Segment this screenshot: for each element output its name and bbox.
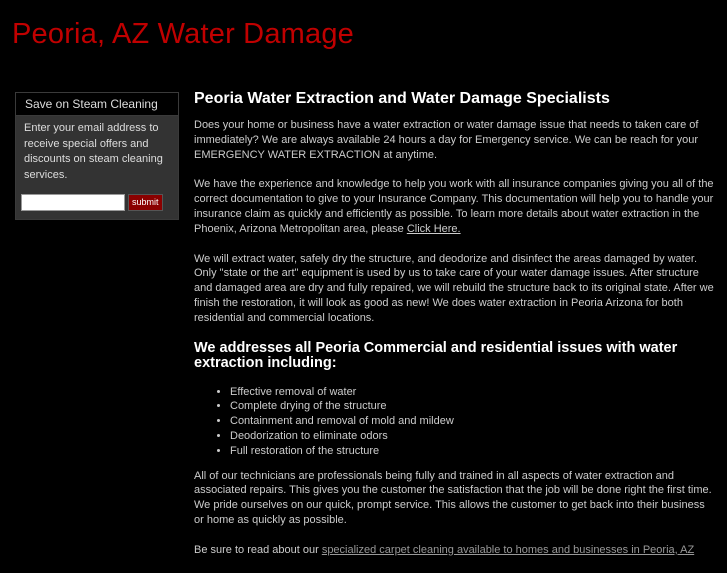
page-heading: Peoria Water Extraction and Water Damage Specialists — [194, 90, 610, 107]
site-title: Peoria, AZ Water Damage — [12, 18, 354, 50]
newsletter-description: Enter your email address to receive special offers and discounts on steam cleaning services. — [24, 122, 163, 181]
list-item: • Effective removal of water — [230, 385, 716, 400]
newsletter-box-header: Save on Steam Cleaning — [16, 93, 178, 116]
carpet-paragraph-text: Be sure to read about our — [194, 543, 322, 556]
signup-form — [21, 194, 171, 211]
main-content — [194, 90, 716, 573]
process-paragraph: We will extract water, safely dry the structure, and deodorize and disinfect the areas damaged by water. Only "state or the art" equipment is used by us to take care of your water damage issues. After structure and damaged area are dry and fully repaired, we will rebuild the structure back to its original state. After we finish the restoration, it will look as good as new! We does water extraction in Peoria Arizona for both residential and commercial locations. — [194, 252, 714, 324]
services-subheading: We addresses all Peoria Commercial and residential issues with water extraction including: — [194, 339, 678, 371]
intro-paragraph: Does your home or business have a water extraction or water damage issue that needs to taken care of immediately? We are always available 24 hours a day for Emergency service. We can be reach for your EMERGENCY WATER EXTRACTION at anytime. — [194, 119, 699, 161]
carpet-cleaning-link[interactable]: specialized carpet cleaning available to homes and businesses in Peoria, AZ — [321, 543, 695, 556]
submit-button[interactable]: submit — [128, 194, 163, 211]
email-input[interactable] — [21, 194, 125, 211]
newsletter-signup-box — [15, 92, 179, 220]
click-here-link[interactable]: Click Here. — [406, 222, 461, 235]
newsletter-box-body — [16, 116, 178, 219]
technicians-paragraph: All of our technicians are professionals being fully and trained in all aspects of water extraction and associated repairs. This gives you the customer the satisfaction that the job will be done right the first time. We pride ourselves on our quick, prompt service. This allows the customer to get back into their business or home as quickly as possible. — [194, 469, 712, 526]
services-list — [194, 385, 716, 459]
insurance-paragraph — [194, 177, 716, 236]
list-item: • Containment and removal of mold and mildew — [230, 414, 716, 429]
list-item: • Full restoration of the structure — [230, 444, 716, 459]
list-item: • Complete drying of the structure — [230, 399, 716, 414]
list-item: • Deodorization to eliminate odors — [230, 429, 716, 444]
insurance-paragraph-text: We have the experience and knowledge to help you work with all insurance companies giving you all of the correct documentation to give to your Insurance Company. This documentation will help you to handle your insurance claim as quickly and efficiently as possible. To learn more details about water extraction in the Phoenix, Arizona Metropolitan area, please — [194, 178, 714, 235]
